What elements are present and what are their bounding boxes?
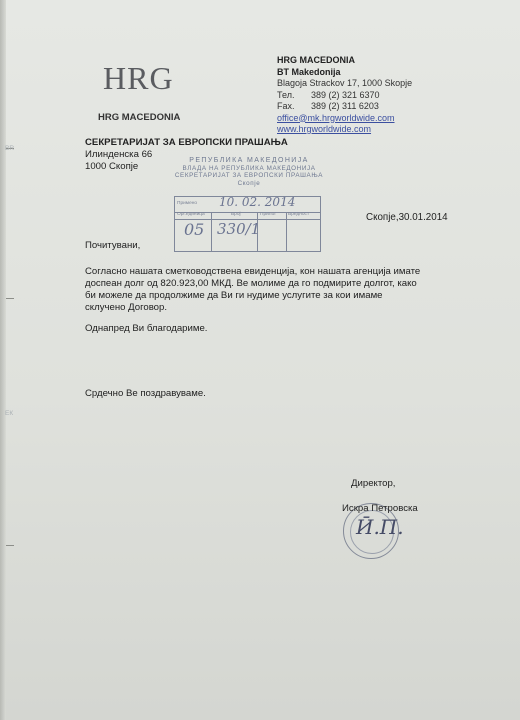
company-name: HRG MACEDONIA [277, 55, 355, 65]
phone-value: 389 (2) 321 6370 [311, 89, 380, 100]
greeting: Почитувани, [85, 240, 141, 251]
received-label: Примено [177, 201, 198, 206]
fax-line [277, 101, 412, 113]
paragraph-line: Согласно нашата сметководствена евиденција, кон нашата агенција имате [85, 266, 421, 277]
stamp-column-headers [175, 212, 320, 220]
col-org: Орг.единица [177, 212, 205, 217]
page-edge-shadow [0, 0, 6, 720]
letterhead-contact [277, 55, 412, 136]
closing-line: Срдечно Ве поздравуваме. [85, 388, 206, 399]
phone-line [277, 90, 412, 102]
stamp-header [171, 157, 327, 187]
recipient-city: 1000 Скопје [85, 161, 139, 172]
recipient-street: Илинденска 66 [85, 149, 153, 160]
fax-label: Fax. [277, 101, 295, 111]
signer-name: Искра Петровска [342, 503, 418, 514]
col-value: Вредност [288, 212, 310, 217]
margin-tick [6, 298, 14, 299]
stamp-received-row [175, 197, 320, 213]
letter-date: Скопје,30.01.2014 [366, 212, 448, 223]
website-link[interactable]: www.hrgworldwide.com [277, 124, 372, 134]
stamp-line: ВЛАДА НА РЕПУБЛИКА МАКЕДОНИЈА [182, 164, 316, 172]
stamp-line: РЕПУБЛИКА МАКЕДОНИЈА [189, 157, 309, 164]
stamp-line: Скопје [237, 179, 261, 187]
recipient-name: СЕКРЕТАРИЈАТ ЗА ЕВРОПСКИ ПРАШАЊА [85, 137, 288, 148]
logo-subtitle: HRG MACEDONIA [98, 112, 181, 123]
phone-label: Тел. [277, 89, 295, 100]
paragraph-line: би можеле да продолжиме да Ви ги нудиме услугите за кои имаме [85, 290, 383, 301]
email-link[interactable]: office@mk.hrgworldwide.com [277, 112, 395, 123]
org-unit-handwritten: 05 [184, 220, 205, 239]
handwritten-signature: Ӣ.П. [356, 515, 404, 539]
col-attachment: Прилог [260, 212, 277, 217]
number-handwritten: 330/1 [217, 220, 261, 238]
company-subname: BT Makedonija [277, 66, 341, 77]
margin-mark: ЕК [5, 410, 14, 417]
fax-value: 389 (2) 311 6203 [311, 101, 379, 111]
company-logo: HRG [103, 60, 174, 96]
paragraph-line: доспеан долг од 820.923,00 МКД. Ве молиме да го подмирите долгот, како [85, 278, 417, 289]
margin-mark: ВR [5, 145, 15, 152]
stamp-divider [211, 212, 212, 251]
stamp-divider [286, 212, 287, 251]
col-number: Број [231, 212, 241, 217]
received-date: 10. 02. 2014 [219, 195, 296, 209]
paragraph-line: склучено Договор. [85, 302, 168, 313]
stamp-line: СЕКРЕТАРИЈАТ ЗА ЕВРОПСКИ ПРАШАЊА [174, 172, 324, 180]
letter-paragraph [85, 266, 420, 314]
registry-stamp [171, 157, 327, 252]
thanks-line: Однапред Ви благодариме. [85, 323, 208, 334]
stamp-table [174, 196, 321, 252]
signer-title: Директор, [351, 478, 396, 489]
company-address: Blagoja Strackov 17, 1000 Skopje [277, 78, 413, 88]
margin-tick [6, 545, 14, 546]
